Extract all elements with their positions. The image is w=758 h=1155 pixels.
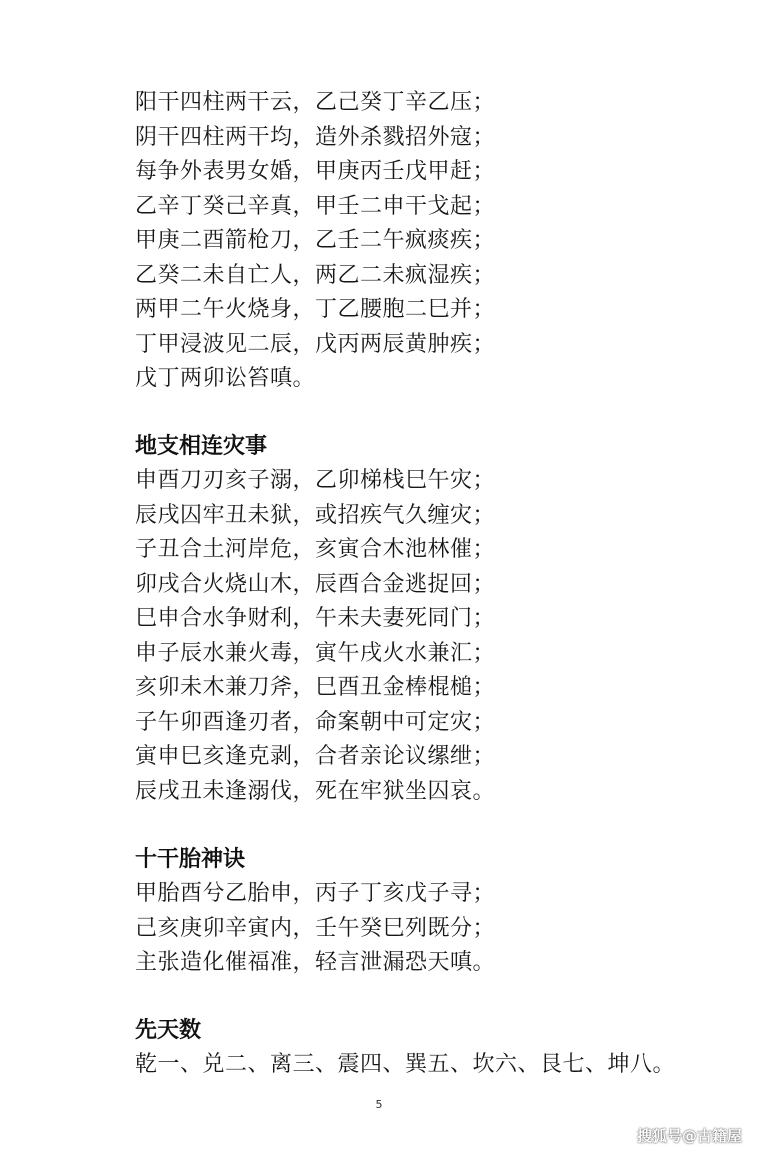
- verse-line: 戊丁两卯讼笞嗔。: [135, 366, 316, 391]
- verse-line: 子午卯酉逢刃者，命案朝中可定灾；: [135, 709, 496, 735]
- watermark: 搜狐号@古籍屋: [636, 1127, 742, 1145]
- verse-line: 辰戌丑未逢溺伐，死在牢狱坐囚哀。: [135, 778, 496, 804]
- verse-line: 乾一、兑二、离三、震四、巽五、坎六、艮七、坤八。: [135, 1052, 676, 1077]
- section-heading: 地支相连灾事: [135, 434, 268, 459]
- verse-line: 甲庚二酉箭枪刀，乙壬二午疯痰疾；: [135, 228, 496, 253]
- verse-line: 乙辛丁癸己辛真，甲壬二申干戈起；: [135, 193, 496, 219]
- verse-line: 两甲二午火烧身，丁乙腰胞二巳并；: [135, 297, 496, 322]
- verse-line: 每争外表男女婚，甲庚丙壬戊甲赶；: [135, 159, 496, 184]
- verse-line: 阳干四柱两干云，乙己癸丁辛乙压；: [135, 90, 496, 115]
- verse-line: 寅申巳亥逢克剥，合者亲论议缧绁；: [135, 744, 496, 769]
- verse-line: 巳申合水争财利，午未夫妻死同门；: [135, 606, 496, 631]
- verse-line: 甲胎酉兮乙胎申，丙子丁亥戊子寻；: [135, 881, 496, 906]
- section-heading: 先天数: [135, 1018, 202, 1043]
- verse-section-1: [135, 86, 735, 397]
- verse-line: 辰戌囚牢丑未狱，或招疾气久缠灾；: [135, 502, 496, 528]
- verse-line: 子丑合土河岸危，亥寅合木池林催；: [135, 537, 496, 562]
- page-number: 5: [375, 1098, 383, 1111]
- verse-section-4: [135, 1014, 735, 1083]
- verse-line: 申酉刀刃亥子溺，乙卯梯栈巳午灾；: [135, 468, 496, 493]
- verse-section-3: [135, 843, 735, 981]
- verse-line: 乙癸二未自亡人，两乙二未疯湿疾；: [135, 262, 496, 288]
- verse-section-2: [135, 430, 735, 809]
- verse-line: 主张造化催福准，轻言泄漏恐天嗔。: [135, 950, 496, 975]
- verse-line: 申子辰水兼火毒，寅午戌火水兼汇；: [135, 640, 496, 666]
- section-heading: 十干胎神诀: [135, 847, 246, 872]
- verse-line: 丁甲浸波见二辰，戊丙两辰黄肿疾；: [135, 331, 496, 357]
- verse-line: 卯戌合火烧山木，辰酉合金逃捉回；: [135, 571, 496, 597]
- verse-line: 阴干四柱两干均，造外杀戮招外寇；: [135, 124, 496, 150]
- verse-line: 己亥庚卯辛寅内，壬午癸巳列既分；: [135, 915, 496, 941]
- verse-line: 亥卯未木兼刀斧，巳酉丑金棒棍槌；: [135, 675, 496, 700]
